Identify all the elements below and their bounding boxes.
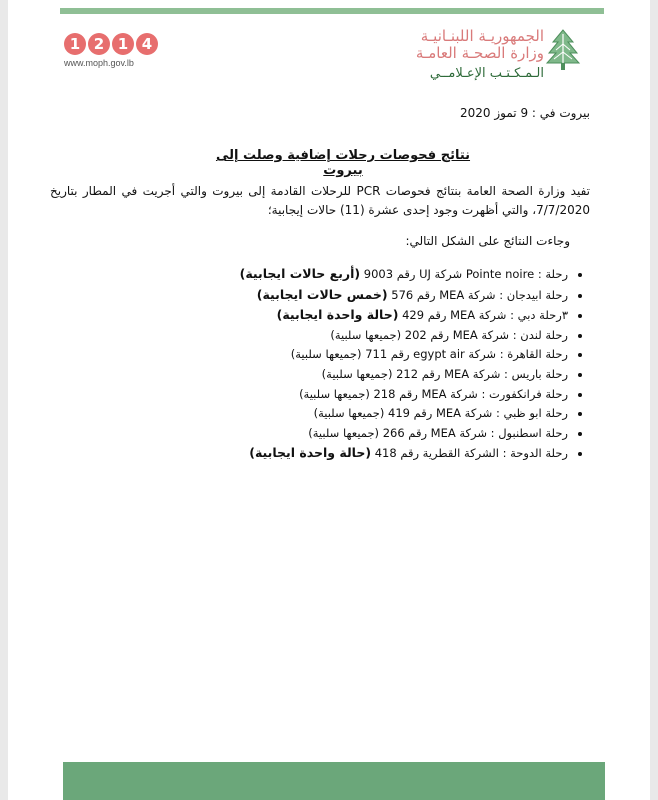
hotline-digit: 4 [136, 33, 158, 55]
list-item [68, 326, 568, 346]
bottom-decorative-bar [63, 762, 605, 800]
flight-label: رحلة ابيدجان : شركة MEA رقم 576 [387, 287, 568, 302]
ministry-name: وزارة الصحـة العامـة [415, 44, 544, 62]
list-item [68, 385, 568, 405]
list-item [68, 404, 568, 424]
list-item [68, 264, 568, 285]
flight-label: رحلة فرانكفورت : شركة MEA رقم 218 [369, 386, 568, 401]
flight-label: رحلة القاهرة : شركة egypt air رقم 711 [361, 347, 568, 362]
cedar-logo-icon [544, 28, 582, 72]
flight-label: رحلة لندن : شركة MEA رقم 202 [401, 327, 568, 342]
hotline-digit: 2 [88, 33, 110, 55]
flight-label: رحلة ابو ظبي : شركة MEA رقم 419 [384, 406, 568, 421]
test-result: (جميعها سلبية) [290, 347, 362, 362]
list-item [68, 285, 568, 306]
test-result: (جميعها سلبية) [308, 425, 380, 440]
list-item [68, 345, 568, 365]
test-result: (خمس حالات ايجابية) [256, 286, 388, 302]
flight-label: رحلة الدوحة : الشركة القطرية رقم 418 [371, 446, 568, 461]
list-item [68, 443, 568, 464]
test-result: (حالة واحدة ايجابية) [276, 307, 399, 323]
hotline-digit: 1 [112, 33, 134, 55]
flight-label: رحلة باريس : شركة MEA رقم 212 [392, 366, 568, 381]
flight-label: ٣رحلة دبي : شركة MEA رقم 429 [398, 308, 568, 323]
test-result: (جميعها سلبية) [313, 406, 385, 421]
test-result: (حالة واحدة ايجابية) [249, 445, 372, 461]
media-office-name: الـمـكـتـب الإعـلامــي [429, 66, 544, 81]
test-result: (جميعها سلبية) [330, 327, 402, 342]
flight-label: رحلة : Pointe noire شركة UJ رقم 9003 [360, 267, 568, 281]
republic-name: الجمهوريـة اللبنـانيـة [420, 27, 544, 45]
results-intro: وجاءت النتائج على الشكل التالي: [405, 234, 570, 248]
results-list [68, 264, 590, 464]
test-result: (أربع حالات ايجابية) [239, 266, 361, 281]
document-page [8, 0, 650, 800]
hotline-digit: 1 [64, 33, 86, 55]
test-result: (جميعها سلبية) [299, 386, 370, 401]
test-result: (جميعها سلبية) [321, 366, 393, 381]
list-item [68, 365, 568, 385]
body-paragraph: تفيد وزارة الصحة العامة بنتائج فحوصات PCR للرحلات القادمة إلى بيروت والتي أجريت في المطار بتاريخ 7/7/2020، والتي أظهرت وجود إحدى عشرة (11) حالات إيجابية؛ [50, 184, 591, 217]
hotline-logo [64, 33, 164, 73]
ministry-header [344, 28, 544, 83]
website-url: www.moph.gov.lb [64, 58, 134, 68]
hotline-number [64, 33, 164, 55]
flight-label: رحلة اسطنبول : شركة MEA رقم 266 [379, 425, 568, 440]
document-title: نتائج فحوصات رحلات إضافية وصلت إلى بيروت [215, 148, 471, 178]
list-item [68, 424, 568, 444]
date-line: بيروت في : 9 تموز 2020 [460, 106, 590, 120]
list-item [68, 305, 568, 326]
top-decorative-bar [60, 8, 604, 14]
